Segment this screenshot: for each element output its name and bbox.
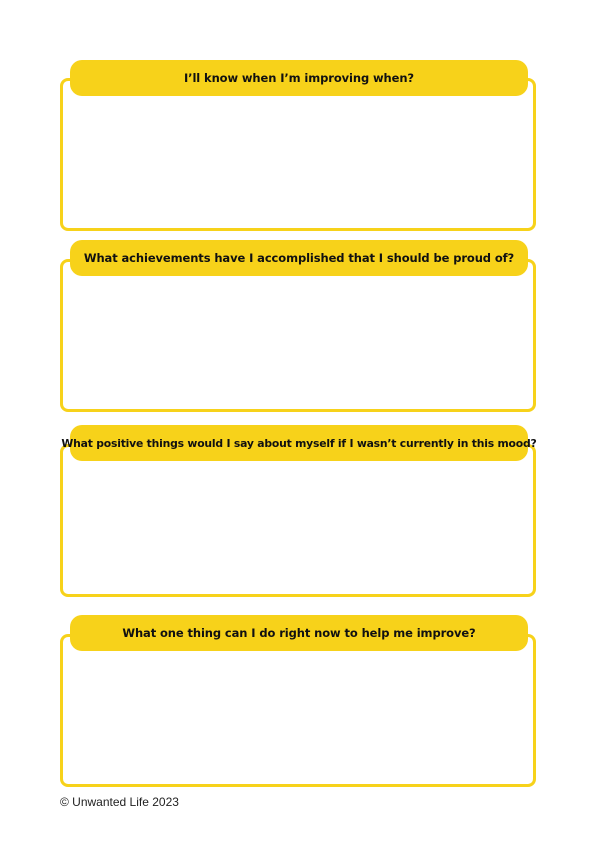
answer-box-3[interactable]	[60, 444, 536, 597]
question-text-3: What positive things would I say about myself if I wasn’t currently in this mood?	[61, 436, 537, 450]
question-header-2	[70, 240, 528, 276]
question-text-4: What one thing can I do right now to help me improve?	[122, 626, 476, 640]
question-header-4	[70, 615, 528, 651]
copyright-footer: © Unwanted Life 2023	[60, 795, 179, 809]
question-header-3	[61, 425, 537, 461]
answer-box-2[interactable]	[60, 259, 536, 412]
answer-box-1[interactable]	[60, 78, 536, 231]
answer-box-4[interactable]	[60, 634, 536, 787]
question-text-2: What achievements have I accomplished that I should be proud of?	[83, 251, 515, 265]
question-header-1	[70, 60, 528, 96]
question-text-1: I’ll know when I’m improving when?	[184, 71, 414, 85]
